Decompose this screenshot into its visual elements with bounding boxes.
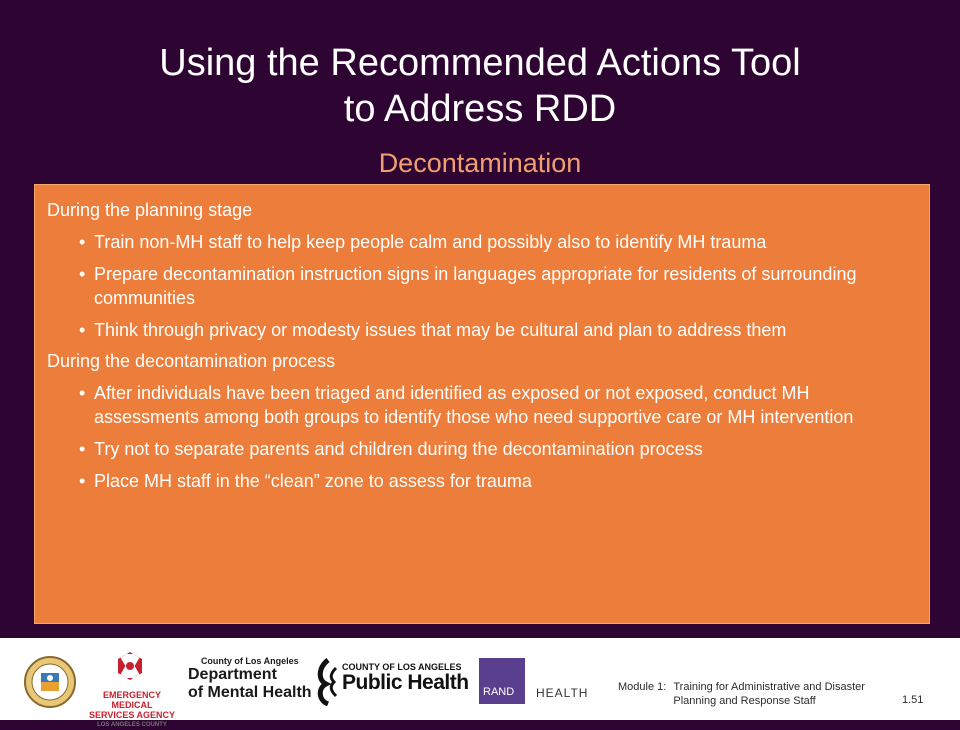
content-box bbox=[34, 184, 930, 624]
ems-line-3: LOS ANGELES COUNTY bbox=[97, 722, 167, 728]
bullet-text: After individuals have been triaged and identified as exposed or not exposed, conduct MH assessments among both groups to identify those who need supportive care or MH intervention bbox=[94, 383, 854, 427]
module-footer-text bbox=[618, 680, 938, 708]
page-number: 1.51 bbox=[902, 694, 924, 706]
section-heading-planning: During the planning stage bbox=[47, 200, 253, 220]
dmh-line-1: Department bbox=[188, 666, 277, 683]
module-desc-line-2: Planning and Response Staff bbox=[673, 695, 816, 707]
list-item bbox=[80, 437, 917, 461]
county-seal-logo bbox=[24, 656, 76, 708]
dmh-line-2: of Mental Health bbox=[188, 684, 312, 701]
module-label: Module 1: bbox=[618, 681, 667, 693]
list-item bbox=[80, 230, 917, 254]
ems-star-of-life-logo bbox=[106, 650, 154, 692]
process-bullet-list bbox=[47, 381, 917, 493]
bullet-icon: • bbox=[79, 439, 86, 459]
ems-line-1: EMERGENCY MEDICAL bbox=[102, 690, 161, 710]
list-item bbox=[80, 469, 917, 493]
list-item bbox=[80, 381, 917, 429]
ph-small-text: COUNTY OF LOS ANGELES bbox=[342, 662, 462, 672]
bullet-text: Place MH staff in the “clean” zone to assess for trauma bbox=[94, 471, 532, 491]
bullet-icon: • bbox=[79, 383, 86, 403]
planning-bullet-list bbox=[47, 230, 917, 342]
rand-health-label: HEALTH bbox=[536, 686, 589, 700]
ems-logo-text bbox=[86, 690, 178, 730]
public-health-emblem-icon bbox=[312, 658, 340, 706]
bullet-text: Think through privacy or modesty issues that may be cultural and plan to address them bbox=[94, 320, 787, 340]
module-desc-line-1: Training for Administrative and Disaster bbox=[673, 681, 865, 693]
dmh-logo bbox=[188, 656, 312, 702]
public-health-logo bbox=[342, 662, 469, 694]
bullet-text: Prepare decontamination instruction signs in languages appropriate for residents of surrounding communities bbox=[94, 264, 857, 308]
list-item bbox=[80, 262, 917, 310]
ph-big-text: Public Health bbox=[342, 671, 469, 694]
bullet-icon: • bbox=[79, 232, 86, 252]
slide-subtitle: Decontamination bbox=[378, 148, 582, 178]
bullet-icon: • bbox=[79, 471, 86, 491]
bullet-text: Train non-MH staff to help keep people calm and possibly also to identify MH trauma bbox=[94, 232, 767, 252]
rand-label: RAND bbox=[483, 686, 515, 698]
bullet-icon: • bbox=[79, 264, 86, 284]
bullet-icon: • bbox=[79, 320, 86, 340]
footer bbox=[0, 638, 960, 728]
title-line-1: Using the Recommended Actions Tool bbox=[159, 42, 801, 84]
title-line-2: to Address RDD bbox=[343, 88, 617, 130]
dmh-small-text: County of Los Angeles bbox=[200, 656, 299, 666]
slide-title bbox=[0, 40, 960, 132]
bullet-text: Try not to separate parents and children during the decontamination process bbox=[94, 439, 703, 459]
rand-logo bbox=[479, 658, 525, 704]
ems-line-2: SERVICES AGENCY bbox=[88, 710, 176, 720]
list-item bbox=[80, 318, 917, 342]
section-heading-process: During the decontamination process bbox=[47, 351, 336, 371]
module-description bbox=[673, 680, 865, 708]
